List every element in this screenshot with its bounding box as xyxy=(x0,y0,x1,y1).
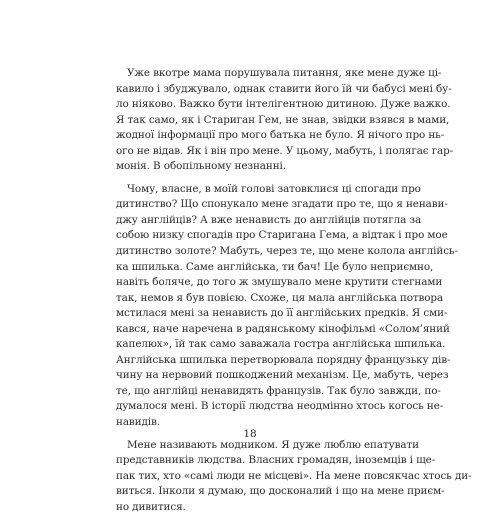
text-line: капелюх», їй так само заважала гостра англійська шпилька. xyxy=(116,338,446,351)
text-line: думалося мені. В історії людства неодмінно хтось когось не- xyxy=(116,400,444,413)
text-line: монія. В обопільному незнанні. xyxy=(116,160,286,173)
text-line: ло ніяково. Важко бути інтелігентною дитиною. Дуже важко. xyxy=(116,98,451,111)
text-line: дитинство? Що спонукало мене згадати про те, що я ненави- xyxy=(116,198,448,211)
text-line: чину на нервовий пошкоджений механізм. Це, мабуть, через xyxy=(116,369,449,382)
text-line: навіть боляче, до того ж змушувало мене крутити стегнами xyxy=(116,276,443,289)
text-line: жодної інформації про мого батька не було. Я нічого про нь- xyxy=(116,129,445,142)
page-number: 18 xyxy=(243,428,257,440)
text-line: ого не відав. Як і він про мене. У цьому, мабуть, і полягає гар- xyxy=(116,144,454,157)
text-line: ка шпилька. Саме англійська, ти бач! Це було неприємно, xyxy=(116,260,434,273)
body-text xyxy=(116,66,472,522)
paragraph-1 xyxy=(116,66,454,175)
paragraph-3 xyxy=(116,438,472,516)
paragraph-2 xyxy=(116,182,458,431)
text-line: пак тих, хто «самі люди не місцеві». На мене повсякчас хтось ди- xyxy=(116,469,472,482)
text-line: Мене називають модником. Я дуже люблю епатувати xyxy=(127,438,419,451)
text-line: джу англійців? А вже ненависть до англійців потягла за xyxy=(116,213,422,226)
text-line: навидів. xyxy=(116,416,160,429)
text-line: Я так само, як і Стариган Гем, не знав, звідки взявся в мами, xyxy=(116,113,450,126)
text-line: но дивитися. xyxy=(116,500,186,513)
text-line: так, немов я був повією. Схоже, ця мала англійська потвора xyxy=(116,291,444,304)
text-line: Уже вкотре мама порушувала питання, яке мене дуже ці- xyxy=(127,67,442,79)
text-line: кався, наче наречена в радянському кінофільмі «Солом’яний xyxy=(116,322,450,335)
text-line: виться. Інколи я думаю, що досконалий і що на мене приєм- xyxy=(116,485,445,498)
text-line: те, що англійці ненавидять французів. Так було завжди, по- xyxy=(116,384,441,397)
text-line: кавило і збуджувало, однак ставити його їй чи бабусі мені бу- xyxy=(116,82,452,95)
text-line: собою низку спогадів про Старигана Гема, а відтак і про мое xyxy=(116,229,448,242)
text-line: представників людства. Власних громадян, іноземців і ще- xyxy=(116,454,436,467)
text-line: Чому, власне, в моїй голові затовклися ці спогади про xyxy=(127,182,421,195)
text-line: мстилася мені за ненависть до її англійських предків. Я сми- xyxy=(116,307,448,320)
text-line: Англійська шпилька перетворювала порядну французьку дів- xyxy=(116,353,451,366)
text-line: дитинство золоте? Мабуть, через те, що мене колола англійсь- xyxy=(116,245,458,258)
